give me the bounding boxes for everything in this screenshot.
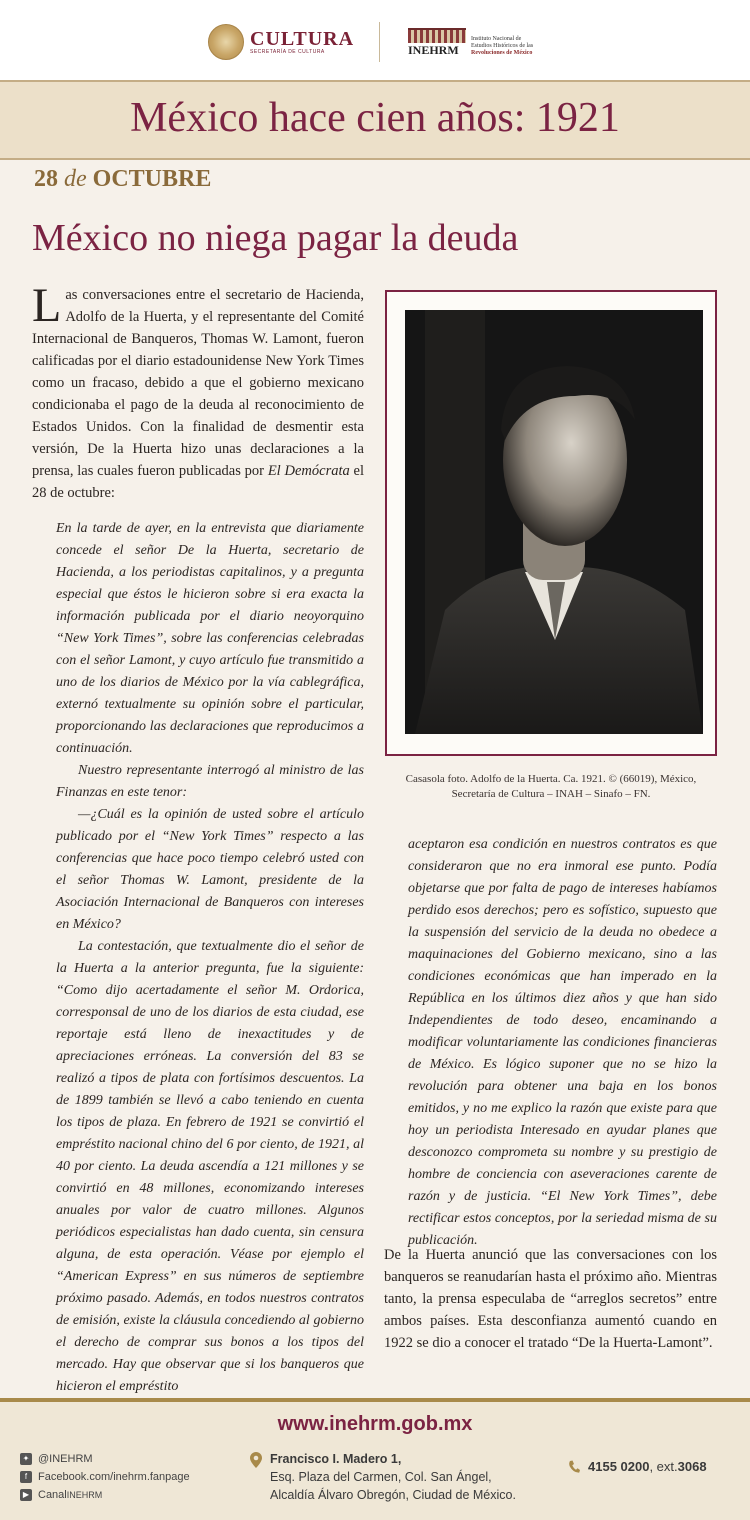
drop-cap: L (32, 279, 62, 332)
phone-icon (568, 1460, 580, 1474)
youtube-icon: ▶ (20, 1489, 32, 1501)
phone-contact[interactable]: 4155 0200 , ext. 3068 (568, 1459, 707, 1474)
portrait-illustration (405, 310, 703, 734)
address-block (250, 1450, 516, 1504)
facebook-icon: f (20, 1471, 32, 1483)
intro-paragraph: Las conversaciones entre el secretario de Hacienda, Adolfo de la Huerta, y el representante del Comité Internacional de Banqueros, Thomas W. Lamont, fueron calificadas por el diario estadounidense New York Times como un fracaso, debido a que el gobierno mexicano condicionaba el pago de la deuda al reconocimiento de Estados Unidos. Con la finalidad de desmentir esta versión, De la Huerta hizo unas declaraciones a la prensa, las cuales fueron publicadas por El Demócrata el 28 de octubre: (32, 279, 365, 501)
inehrm-description: Instituto Nacional de Estudios Históricos de las Revoluciones de México (471, 36, 534, 56)
top-bar (0, 0, 750, 80)
quote-paragraph: La contestación, que textualmente dio el señor de la Huerta a la anterior pregunta, fue la siguiente: “Como dijo acertadamente el señor M. Ordorica, corresponsal de uno de los diarios de esta ciudad, ese reportaje está lleno de inexactitudes y de apreciaciones erróneas. La conversión del 83 se realizó a tipos de plata con fortísimos descuentos. La de 1899 también se llevó a cabo teniendo en cuenta los tipos de plaza. En febrero de 1921 se convirtió el empréstito nacional chino del 6 por ciento, de 1921, al 40 por ciento. La deuda ascendía a 121 millones y se convirtió en 48 millones, economizando intereses anuales por valor de cuatro millones. Algunos periódicos especialistas han dado cuenta, sin censura alguna, de esta operación. Véase por ejemplo el “American Express” en sus números de septiembre próximo pasado. Además, en todos nuestros contratos de emisión, existe la cláusula concediendo al gobierno el derecho de comprar sus bonos a los tipos del mercado. Hay que observar que si los banqueros que hicieron el empréstito (56, 939, 364, 1394)
website-link[interactable]: www.inehrm.gob.mx (277, 1413, 473, 1435)
address-line-2: Esq. Plaza del Carmen, Col. San Ángel, (270, 1470, 492, 1484)
phone-extension: 3068 (677, 1459, 707, 1474)
quote-paragraph: En la tarde de ayer, en la entrevista que diariamente concede el señor De la Huerta, secretario de Hacienda, a los periodistas capitalinos, y a pregunta especial que éstos le hicieron sobre si era exacta la información publicada por el diario neoyorquino “New York Times”, sobre las conferencias celebradas con el señor Lamont, y cuyo artículo fue transmitido a uno de los diarios de México por la vía cablegráfica, externó textualmente su opinión sobre el particular, proporcionando las declaraciones que reproducimos a continuación. (56, 521, 364, 756)
closing-paragraph: De la Huerta anunció que las conversaciones con los banqueros se reanudarían hasta el próximo año. Mientras tanto, la prensa especulaba de “arreglos secretos” entre ambos países. Esta desconfianza aumentó cuando en 1922 se dio a conocer el tratado “De la Huerta-Lamont”. (384, 1247, 717, 1351)
address-street: Francisco I. Madero 1, (270, 1452, 402, 1466)
inehrm-logo[interactable] (408, 28, 466, 56)
quote-block-left (56, 518, 364, 1398)
address-line-3: Alcaldía Álvaro Obregón, Ciudad de México. (270, 1488, 516, 1502)
inehrm-wordmark: INEHRM (408, 43, 459, 57)
phone-number: 4155 0200 (588, 1459, 650, 1474)
header-divider (379, 22, 380, 62)
quote-paragraph: Nuestro representante interrogó al ministro de las Finanzas en este tenor: (56, 763, 364, 800)
social-links (20, 1450, 190, 1504)
photo-caption: Casasola foto. Adolfo de la Huerta. Ca. 1921. © (66019), México, Secretaría de Cultura – INAH – Sinafo – FN. (405, 773, 697, 800)
youtube-link[interactable]: ▶ Canal INEHRM (20, 1486, 190, 1504)
cultura-title: CULTURA (250, 28, 355, 50)
seal-icon (208, 24, 244, 60)
portrait-photo (405, 310, 703, 734)
photo-frame (385, 290, 717, 756)
twitter-link[interactable]: ✦ @INEHRM (20, 1450, 190, 1468)
facebook-link[interactable]: f Facebook.com/inehrm.fanpage (20, 1468, 190, 1486)
twitter-icon: ✦ (20, 1453, 32, 1465)
cultura-logo[interactable] (208, 24, 354, 60)
cultura-subtitle: SECRETARÍA DE CULTURA (250, 49, 325, 55)
quote-paragraph: —¿Cuál es la opinión de usted sobre el artículo publicado por el “New York Times” respecto a las conferencias que hace poco tiempo celebró usted con el señor Thomas W. Lamont, presidente de la Asociación Internacional de Banqueros con intereses en México? (56, 807, 364, 932)
location-pin-icon (250, 1452, 262, 1468)
quote-block-right: aceptaron esa condición en nuestros contratos es que consideraron que no era inmoral ese punto. Podía objetarse que por falta de pago de intereses habíamos perdido esos derechos; pero es sofístico, supuesto que la suspensión del servicio de la deuda no obedece a maquinaciones del Gobierno mexicano, sino a las condiciones económicas que han imperado en la República en los últimos diez años y que han sido Independientes de todo deseo, encaminando a modificar voluntariamente las condiciones financieras de México. Es lógico suponer que no se hizo la revolución para obtener una baja en los bonos emitidos, y no me explico la razón que existe para que hoy un periodista Interesado en ayudar planes que desconozco comprometa su nombre y su prestigio de hombre de conciencia con aseveraciones carente de razón y de justicia. “El New York Times”, debe rectificar estos conceptos, por la seriedad misma de su publicación. (408, 837, 717, 1248)
building-icon (408, 28, 466, 43)
banner-title: México hace cien años: 1921 (130, 95, 620, 141)
date-label: 28 de OCTUBRE (34, 166, 212, 192)
article-headline: México no niega pagar la deuda (32, 217, 519, 259)
